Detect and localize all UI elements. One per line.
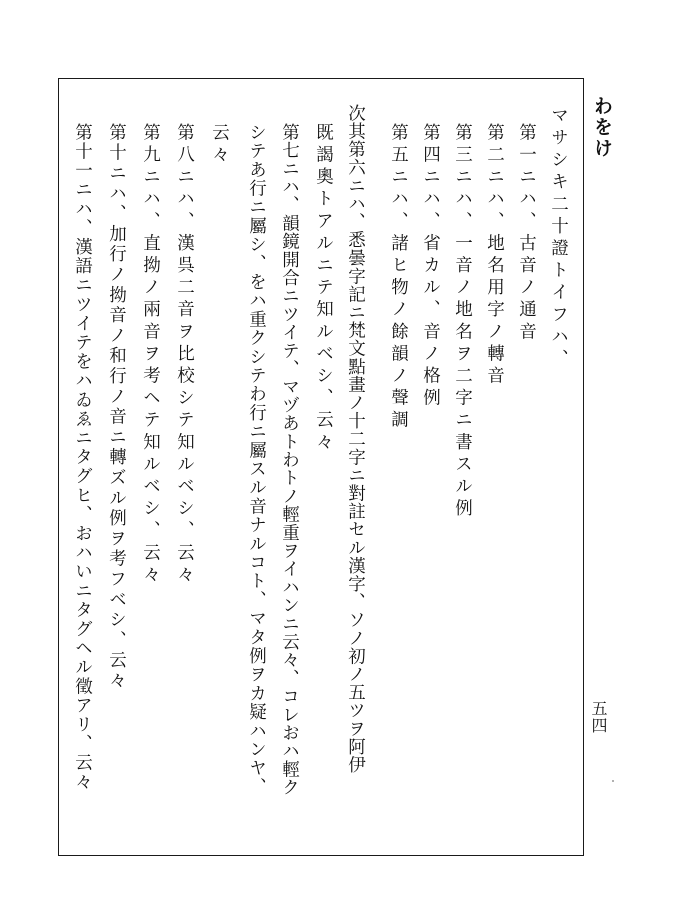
paper-speck xyxy=(612,780,614,782)
text-line-15: 第十一ニハ、漢語ニツイテをハゐゑニタグヒ、おハいニタグヘル徵アリ、云々 xyxy=(72,123,93,792)
text-line-8: 既謁奧トアルニテ知ルベシ、云々 xyxy=(313,123,334,455)
text-line-10: シテあ行ニ屬シ、をハ重クシテわ行ニ屬スル音ナルコト、マタ例ヲカ疑ハンヤ、 xyxy=(246,123,267,797)
text-line-13: 第九ニハ、直拗ノ兩音ヲ考ヘテ知ルベシ、云々 xyxy=(140,123,161,588)
page-number: 五四 xyxy=(589,700,608,734)
text-line-6: 第五ニハ、諸ヒ物ノ餘韻ノ聲調 xyxy=(388,123,409,433)
running-header: わをけ xyxy=(591,96,613,159)
text-line-2: 第一ニハ、古音ノ通音 xyxy=(516,123,537,344)
text-line-11: 云々 xyxy=(209,123,230,168)
text-line-14: 第十ニハ、加行ノ拗音ノ和行ノ音ニ轉ズル例ヲ考フベシ、云々 xyxy=(106,123,127,692)
text-line-1: マサシキ二十證トイフハ、 xyxy=(548,106,569,372)
text-line-3: 第二ニハ、地名用字ノ轉音 xyxy=(484,123,505,389)
text-line-9: 第七ニハ、韻鏡開合ニツイテ、マヅあトわトノ輕重ヲイハンニ云々、コレおハ輕ク xyxy=(279,123,300,797)
text-line-7: 次其第六ニハ、悉曇字記ニ梵文點畫ノ十二字ニ對註セル漢字、ソノ初ノ五ツヲ阿伊 xyxy=(345,104,366,774)
text-line-12: 第八ニハ、漢呉二音ヲ比校シテ知ルベシ、云々 xyxy=(174,123,195,588)
text-line-5: 第四ニハ、省カル、音ノ格例 xyxy=(420,123,441,411)
text-line-4: 第三ニハ、一音ノ地名ヲ二字ニ書スル例 xyxy=(452,123,473,521)
